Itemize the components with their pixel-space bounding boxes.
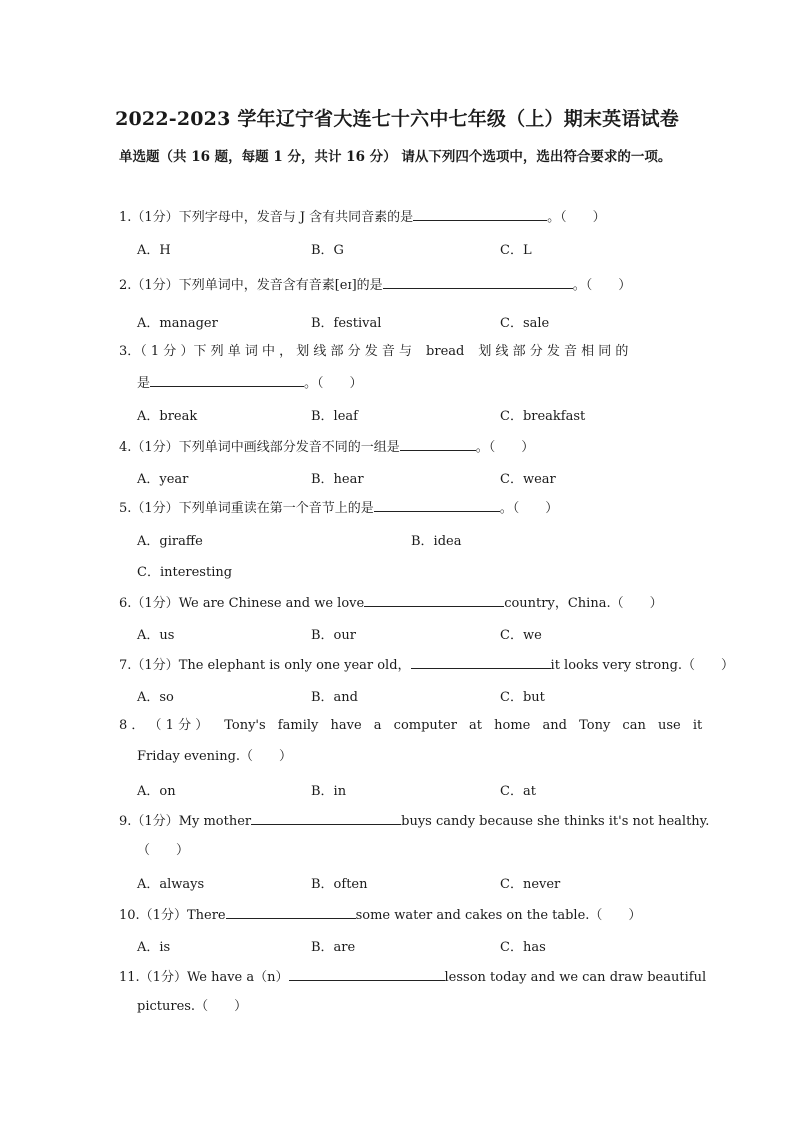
question-number: 6.（1分） [119,596,179,611]
answer-blank [364,593,504,607]
question-text: 下 列 单 词 中 ， 划 线 部 分 发 音 与 [193,344,413,359]
question-word: bread [426,344,465,359]
question-tail: some water and cakes on the table.（ ） [355,908,642,923]
question-text-tail: 划 线 部 分 发 音 相 同 的 [478,344,629,359]
option-a[interactable]: A．us [137,628,175,643]
question-tail: 。（ ） [572,278,632,293]
option-b[interactable]: B．idea [411,534,462,549]
option-c[interactable]: C．wear [500,472,556,487]
question-number: 5.（1分） [119,501,179,516]
question-number: 10.（1分） [119,908,187,923]
question-number: 7.（1分） [119,658,179,673]
option-b[interactable]: B．and [311,690,358,705]
question-tail: 。（ ） [499,501,559,516]
option-c[interactable]: C．at [500,784,536,799]
question-4 [119,437,534,457]
answer-blank [289,967,445,981]
question-tail: country，China.（ ） [504,596,663,611]
question-text: 下列单词中画线部分发音不同的一组是 [178,440,400,455]
option-c[interactable]: C．L [500,243,532,258]
question-7 [119,655,734,675]
option-a[interactable]: A．always [137,877,205,892]
option-a[interactable]: A．on [137,784,176,799]
question-2 [119,275,631,295]
answer-blank [226,905,356,919]
option-c[interactable]: C．breakfast [500,409,586,424]
option-c[interactable]: C．we [500,628,542,643]
option-b[interactable]: B．in [311,784,347,799]
option-b[interactable]: B．G [311,243,344,258]
option-a[interactable]: A．break [137,409,198,424]
question-8-line2: Friday evening.（ ） [137,749,293,764]
question-number: 8 ． （ 1 分 ） [119,718,209,733]
question-11 [119,967,706,987]
question-text: There [186,908,226,923]
question-text: Tony's family have a computer at home and Tony can use it [224,718,703,733]
option-b[interactable]: B．leaf [311,409,358,424]
option-c[interactable]: C．interesting [137,565,233,580]
answer-blank [251,811,401,825]
question-3-line2: 是 。（ ） [137,373,363,393]
question-text: 下列字母中，发音与 J 含有共同音素的是 [178,210,414,225]
question-number: 3．（ 1 分 ） [119,344,194,359]
question-11-line2: pictures.（ ） [137,999,248,1014]
option-b[interactable]: B．hear [311,472,364,487]
option-b[interactable]: B．festival [311,316,382,331]
answer-blank [400,437,476,451]
question-number: 1.（1分） [119,210,179,225]
exam-title: 2022-2023 学年辽宁省大连七十六中七年级（上）期末英语试卷 [115,108,679,130]
option-a[interactable]: A．manager [137,316,218,331]
question-number: 11.（1分） [119,970,187,985]
question-3 [119,343,675,361]
question-5 [119,498,558,518]
option-c[interactable]: C．never [500,877,561,892]
option-c[interactable]: C．but [500,690,545,705]
answer-blank [150,373,304,387]
question-tail: it looks very strong.（ ） [550,658,735,673]
question-text: We are Chinese and we love [178,596,365,611]
question-number: 4.（1分） [119,440,179,455]
question-number: 2.（1分） [119,278,179,293]
option-b[interactable]: B．our [311,628,356,643]
question-9 [119,811,709,831]
question-1 [119,207,606,227]
answer-blank [383,275,573,289]
question-tail: buys candy because she thinks it's not healthy. [401,814,710,829]
option-c[interactable]: C．has [500,940,546,955]
question-10 [119,905,641,925]
option-a[interactable]: A．is [137,940,171,955]
question-8 [119,717,703,735]
question-text: 下列单词重读在第一个音节上的是 [178,501,374,516]
question-text: 下列单词中，发音含有音素[eɪ]的是 [178,278,383,293]
question-text: We have a（n） [186,970,289,985]
question-9-line2: （ ） [137,843,190,858]
option-a[interactable]: A．H [137,243,171,258]
question-tail: 。（ ） [475,440,535,455]
answer-blank [411,655,551,669]
option-a[interactable]: A．so [137,690,174,705]
question-text: The elephant is only one year old， [178,658,411,673]
question-tail: lesson today and we can draw beautiful [444,970,707,985]
option-b[interactable]: B．are [311,940,356,955]
question-6 [119,593,663,613]
answer-blank [413,207,547,221]
section-instructions: 单选题（共 16 题，每题 1 分，共计 16 分） 请从下列四个选项中，选出符合要求的一项。 [119,149,672,165]
option-c[interactable]: C．sale [500,316,550,331]
question-text: My mother [178,814,252,829]
option-b[interactable]: B．often [311,877,368,892]
answer-blank [374,498,500,512]
option-a[interactable]: A．year [137,472,189,487]
question-tail: 。（ ） [547,210,606,225]
question-number: 9.（1分） [119,814,179,829]
option-a[interactable]: A．giraffe [137,534,203,549]
